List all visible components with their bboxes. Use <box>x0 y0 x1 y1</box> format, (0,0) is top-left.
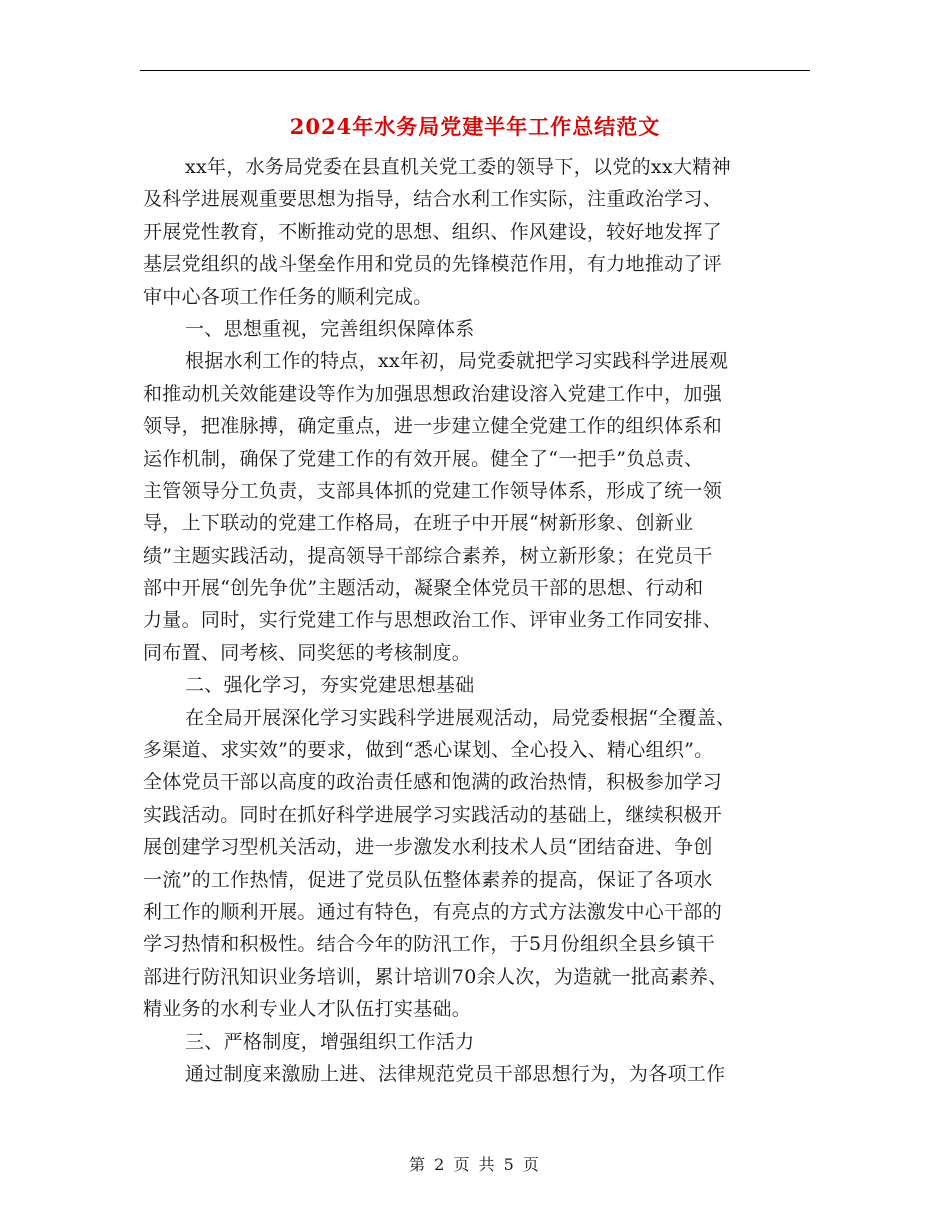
body-line: 主管领导分工负责，支部具体抓的党建工作领导体系，形成了统一领 <box>143 479 723 502</box>
body-line: 审中心各项工作任务的顺利完成。 <box>143 285 433 308</box>
body-line: 在全局开展深化学习实践科学进展观活动，局党委根据“全覆盖、 <box>185 706 736 729</box>
body-line: 绩”主题实践活动，提高领导干部综合素养，树立新形象；在党员干 <box>143 544 713 567</box>
body-line: 三、严格制度，增强组织工作活力 <box>185 1030 475 1053</box>
body-line: 通过制度来激励上进、法律规范党员干部思想行为，为各项工作 <box>185 1062 726 1085</box>
body-line: 全体党员干部以高度的政治责任感和饱满的政治热情，积极参加学习 <box>143 771 723 794</box>
body-line: 部中开展“创先争优”主题活动，凝聚全体党员干部的思想、行动和 <box>143 577 704 600</box>
document-title: 2024年水务局党建半年工作总结范文 <box>289 114 661 139</box>
body-line: 利工作的顺利开展。通过有特色，有亮点的方式方法激发中心干部的 <box>143 900 723 923</box>
body-line: 展创建学习型机关活动，进一步激发水利技术人员“团结奋进、争创 <box>143 836 713 859</box>
body-line: 多渠道、求实效”的要求，做到“悉心谋划、全心投入、精心组织”。 <box>143 739 714 762</box>
header-rule <box>140 70 810 71</box>
body-line: 导，上下联动的党建工作格局，在班子中开展“树新形象、创新业 <box>143 512 694 535</box>
body-line: 学习热情和积极性。结合今年的防汛工作，于5月份组织全县乡镇干 <box>143 933 716 956</box>
body-line: 一流”的工作热情，促进了党员队伍整体素养的提高，保证了各项水 <box>143 868 713 891</box>
document-body <box>143 151 813 1090</box>
body-line: 同布置、同考核、同奖惩的考核制度。 <box>143 641 472 664</box>
page-footer: 第 2 页 共 5 页 <box>409 1155 541 1174</box>
body-line: 部进行防汛知识业务培训，累计培训70余人次，为造就一批高素养、 <box>143 965 728 988</box>
body-line: 开展党性教育，不断推动党的思想、组织、作风建设，较好地发挥了 <box>143 220 723 243</box>
body-line: 运作机制，确保了党建工作的有效开展。健全了“一把手”负总责、 <box>143 447 704 470</box>
body-line: 及科学进展观重要思想为指导，结合水利工作实际，注重政治学习、 <box>143 188 723 211</box>
body-line: 一、思想重视，完善组织保障体系 <box>185 317 475 340</box>
body-line: 实践活动。同时在抓好科学进展学习实践活动的基础上，继续积极开 <box>143 803 723 826</box>
body-line: 精业务的水利专业人才队伍打实基础。 <box>143 998 472 1021</box>
body-line: 和推动机关效能建设等作为加强思想政治建设溶入党建工作中，加强 <box>143 382 723 405</box>
body-line: 二、强化学习，夯实党建思想基础 <box>185 674 475 697</box>
body-line: 基层党组织的战斗堡垒作用和党员的先锋模范作用，有力地推动了评 <box>143 253 723 276</box>
body-line: 领导，把准脉搏，确定重点，进一步建立健全党建工作的组织体系和 <box>143 415 723 438</box>
body-line: 力量。同时，实行党建工作与思想政治工作、评审业务工作同安排、 <box>143 609 723 632</box>
body-line: 根据水利工作的特点，xx年初，局党委就把学习实践科学进展观 <box>185 350 729 373</box>
body-line: xx年，水务局党委在县直机关党工委的领导下，以党的xx大精神 <box>185 156 731 178</box>
